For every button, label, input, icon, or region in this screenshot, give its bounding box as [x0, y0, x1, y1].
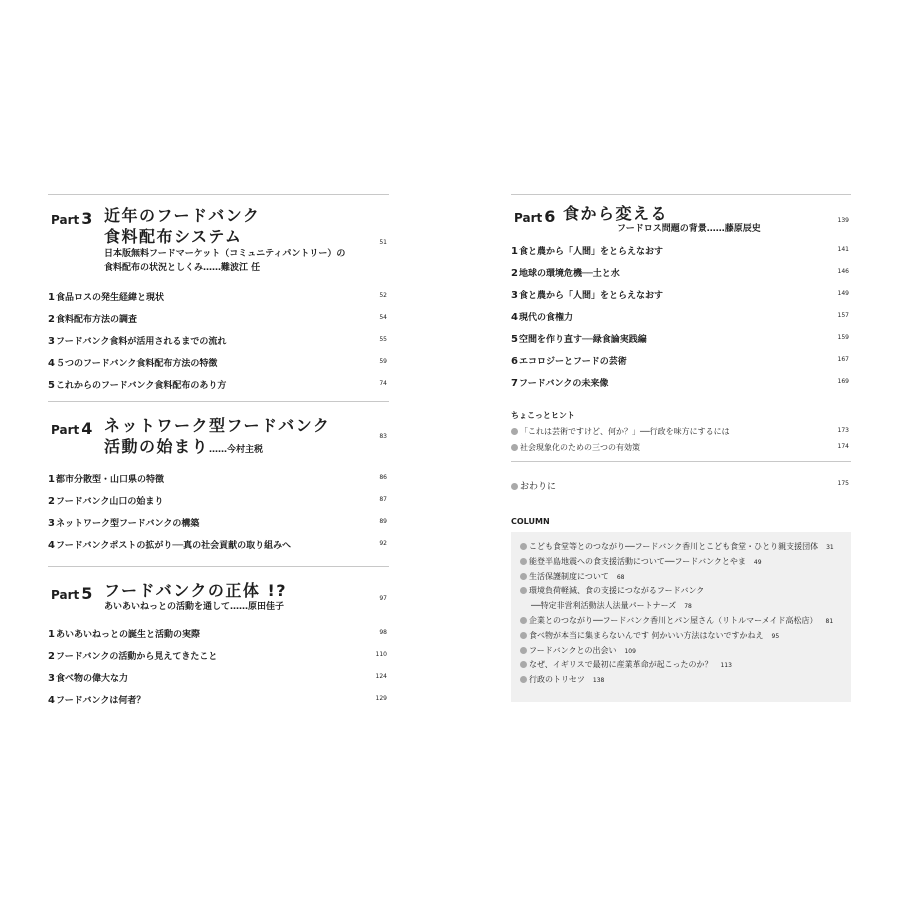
part6-section [511, 195, 851, 420]
chapter-page: 86 [379, 474, 387, 481]
part-title-line1: 近年のフードバンク [104, 206, 261, 225]
part-page-number: 83 [379, 433, 387, 440]
chapter-number: 7 [511, 378, 518, 389]
part-subtitle-line1: フードロス問題の背景……藤原辰史 [617, 224, 761, 234]
part-page-number: 97 [379, 595, 387, 602]
hint-page: 173 [837, 427, 849, 434]
chapter-item[interactable] [48, 494, 389, 516]
chapter-number: 1 [48, 474, 55, 485]
hint-list [511, 426, 851, 464]
chapter-number: 2 [511, 268, 518, 279]
chapter-item[interactable] [48, 312, 389, 334]
chapter-number: 5 [48, 380, 55, 391]
chapter-title: 食品ロスの発生経緯と現状 [55, 293, 164, 303]
chapter-list [48, 472, 389, 560]
chapter-page: 59 [379, 358, 387, 365]
chapter-item[interactable] [48, 356, 389, 378]
chapter-item[interactable] [48, 671, 389, 693]
part5-section [48, 567, 389, 717]
bullet-icon [520, 587, 527, 594]
bullet-icon [520, 573, 527, 580]
chapter-page: 55 [379, 336, 387, 343]
bullet-icon [520, 543, 527, 550]
chapter-item[interactable] [48, 516, 389, 538]
chapter-title: フードバンク山口の始まり [55, 497, 164, 507]
chapter-title: 空間を作り直す──緑食論実践編 [518, 335, 647, 345]
chapter-title: 食と農から「人間」をとらえなおす [518, 247, 663, 257]
chapter-number: 1 [48, 629, 55, 640]
column-page: 81 [825, 617, 834, 625]
part-label: Part 3 [51, 209, 93, 228]
part-number: 5 [81, 584, 93, 603]
part-page-number: 139 [837, 217, 849, 224]
bullet-icon [511, 428, 518, 435]
chapter-page: 129 [375, 695, 387, 702]
part-number: 4 [81, 419, 93, 438]
part-page-number: 51 [379, 239, 387, 246]
owari-item[interactable] [511, 479, 851, 495]
chapter-number: 4 [511, 312, 518, 323]
chapter-number: 2 [48, 651, 55, 662]
column-page: 49 [753, 558, 762, 566]
column-text: 行政のトリセツ [529, 675, 585, 685]
chapter-page: 146 [837, 268, 849, 275]
hint-text: 「これは芸術ですけど、何か？」──行政を味方にするには [520, 427, 730, 436]
part-subtitle-line1: 日本版無料フードマーケット（コミュニティパントリー）の [104, 249, 346, 259]
part-title-line1: フードバンクの正体 !? [104, 581, 288, 600]
chapter-list [511, 244, 851, 398]
part-title-line1: 食から変える [563, 204, 669, 223]
chapter-page: 149 [837, 290, 849, 297]
part-label: Part 4 [51, 419, 93, 438]
chapter-number: 2 [48, 314, 55, 325]
chapter-title: フードバンク食料が活用されるまでの流れ [55, 337, 227, 347]
part-number: 6 [544, 207, 556, 226]
chapter-item[interactable] [511, 376, 851, 398]
chapter-title: フードバンクの未来像 [518, 379, 609, 389]
chapter-title: ネットワーク型フードバンクの構築 [55, 519, 200, 529]
chapter-item[interactable] [511, 354, 851, 376]
chapter-page: 169 [837, 378, 849, 385]
chapter-number: 4 [48, 695, 55, 706]
part-author: ……今村主税 [209, 445, 264, 455]
part-title-line1: ネットワーク型フードバンク [104, 416, 331, 435]
column-item[interactable] [520, 615, 851, 630]
column-item[interactable] [520, 645, 851, 660]
chapter-item[interactable] [48, 649, 389, 671]
bullet-icon [520, 632, 527, 639]
part-title-line2 [104, 436, 263, 461]
column-item-continued[interactable] [520, 600, 851, 615]
right-column [511, 194, 851, 685]
column-text: 環境負荷軽減、食の支援につながるフードバンク [529, 586, 705, 596]
chapter-page: 74 [379, 380, 387, 387]
column-text: 能登半島地震への食支援活動について──フードバンクとやま [529, 556, 746, 566]
hint-title: ちょこっとヒント [511, 411, 575, 420]
part-number: 3 [81, 209, 93, 228]
column-text: なぜ、イギリスで最初に産業革命が起こったのか？ [529, 660, 713, 670]
chapter-number: 4 [48, 358, 55, 369]
hint-page: 174 [837, 443, 849, 450]
column-page: 31 [826, 544, 834, 551]
chapter-title: 食べ物の偉大な力 [55, 674, 128, 684]
part-subtitle-line1: あいあいねっとの活動を通して……原田佳子 [104, 602, 285, 612]
column-text: 生活保護制度について [529, 571, 609, 581]
chapter-title: 食料配布方法の調査 [55, 315, 137, 325]
chapter-title: フードバンクの活動から見えてきたこと [55, 652, 218, 662]
part4-section [48, 402, 389, 566]
column-list [511, 532, 851, 689]
chapter-item[interactable] [48, 378, 389, 400]
column-item[interactable] [520, 630, 851, 645]
hint-item[interactable] [511, 442, 851, 458]
hint-item[interactable] [511, 426, 851, 442]
column-item[interactable] [520, 556, 851, 571]
owari-page: 175 [837, 480, 849, 487]
chapter-page: 98 [379, 629, 387, 636]
chapter-page: 52 [379, 292, 387, 299]
column-page: 109 [624, 647, 636, 655]
chapter-number: 3 [511, 290, 518, 301]
column-item[interactable] [520, 659, 851, 674]
chapter-page: 89 [379, 518, 387, 525]
column-text: ──特定非営利活動法人法量パートナーズ [531, 601, 677, 611]
chapter-title: エコロジーとフードの芸術 [518, 357, 627, 367]
chapter-page: 54 [379, 314, 387, 321]
hint-text: 社会現象化のための三つの有効策 [520, 443, 640, 452]
chapter-page: 87 [379, 496, 387, 503]
chapter-number: 4 [48, 540, 55, 551]
chapter-number: 3 [48, 673, 55, 684]
column-item[interactable] [520, 585, 851, 600]
part-subtitle-line2: 食料配布の状況としくみ……難波江 任 [104, 263, 261, 273]
bullet-icon [520, 558, 527, 565]
bullet-icon [511, 483, 518, 490]
column-page: 68 [616, 573, 625, 581]
chapter-item[interactable] [48, 290, 389, 312]
chapter-item[interactable] [48, 334, 389, 356]
chapter-page: 110 [375, 651, 387, 658]
column-item[interactable] [520, 541, 851, 556]
owari-text: おわりに [520, 482, 557, 492]
chapter-item[interactable] [48, 472, 389, 494]
chapter-title: これからのフードバンク食料配布のあり方 [55, 381, 227, 391]
chapter-title: フードバンクポストの拡がり──真の社会貢献の取り組みへ [55, 541, 291, 551]
chapter-item[interactable] [511, 310, 851, 332]
chapter-number: 5 [511, 334, 518, 345]
bullet-icon [520, 647, 527, 654]
chapter-title: ５つのフードバンク食料配布方法の特徴 [55, 359, 218, 369]
bullet-icon [511, 444, 518, 451]
column-text: 食べ物が本当に集まらないんです 何かいい方法はないですかねえ [529, 630, 764, 640]
chapter-number: 6 [511, 356, 518, 367]
chapter-title: フードバンクは何者？ [55, 696, 146, 706]
chapter-page: 157 [837, 312, 849, 319]
column-page: 113 [720, 662, 732, 670]
chapter-item[interactable] [48, 538, 389, 560]
column-title: COLUMN [511, 517, 550, 526]
chapter-item[interactable] [511, 288, 851, 310]
part-label: Part 5 [51, 584, 93, 603]
column-text: こども食堂等とのつながり──フードバンク香川とこども食堂・ひとり親支援団体 [529, 542, 819, 551]
column-item[interactable] [520, 674, 851, 689]
chapter-number: 2 [48, 496, 55, 507]
chapter-number: 1 [511, 246, 518, 257]
column-page: 138 [592, 677, 605, 685]
bullet-icon [520, 676, 527, 683]
chapter-title: 現代の食権力 [518, 313, 573, 323]
chapter-page: 124 [375, 673, 387, 680]
chapter-item[interactable] [48, 693, 389, 715]
chapter-page: 159 [837, 334, 849, 341]
bullet-icon [520, 617, 527, 624]
chapter-number: 3 [48, 336, 55, 347]
chapter-page: 141 [837, 246, 849, 253]
chapter-list [48, 627, 389, 715]
chapter-item[interactable] [511, 244, 851, 266]
chapter-title: あいあいねっとの誕生と活動の実際 [55, 630, 200, 640]
part-label: Part 6 [514, 207, 556, 226]
column-text: フードバンクとの出会い [529, 645, 617, 655]
column-item[interactable] [520, 571, 851, 586]
chapter-title: 都市分散型・山口県の特徴 [55, 475, 164, 485]
chapter-number: 1 [48, 292, 55, 303]
chapter-item[interactable] [48, 627, 389, 649]
part-title-text: 活動の始まり [104, 437, 210, 456]
chapter-title: 食と農から「人間」をとらえなおす [518, 291, 663, 301]
chapter-number: 3 [48, 518, 55, 529]
chapter-list [48, 290, 389, 400]
chapter-title: 地球の環境危機──土と水 [518, 269, 620, 279]
column-text: 企業とのつながり──フードバンク香川とパン屋さん（リトルマーメイド高松店） [529, 615, 818, 625]
left-column [48, 194, 389, 717]
part3-section [48, 195, 389, 401]
column-page: 78 [684, 603, 692, 611]
chapter-item[interactable] [511, 332, 851, 354]
chapter-item[interactable] [511, 266, 851, 288]
column-page: 95 [771, 632, 780, 640]
bullet-icon [520, 661, 527, 668]
chapter-page: 92 [379, 540, 387, 547]
column-box [511, 532, 851, 702]
divider [511, 461, 851, 462]
part-title-line2: 食料配布システム [104, 227, 243, 246]
chapter-page: 167 [837, 356, 849, 363]
